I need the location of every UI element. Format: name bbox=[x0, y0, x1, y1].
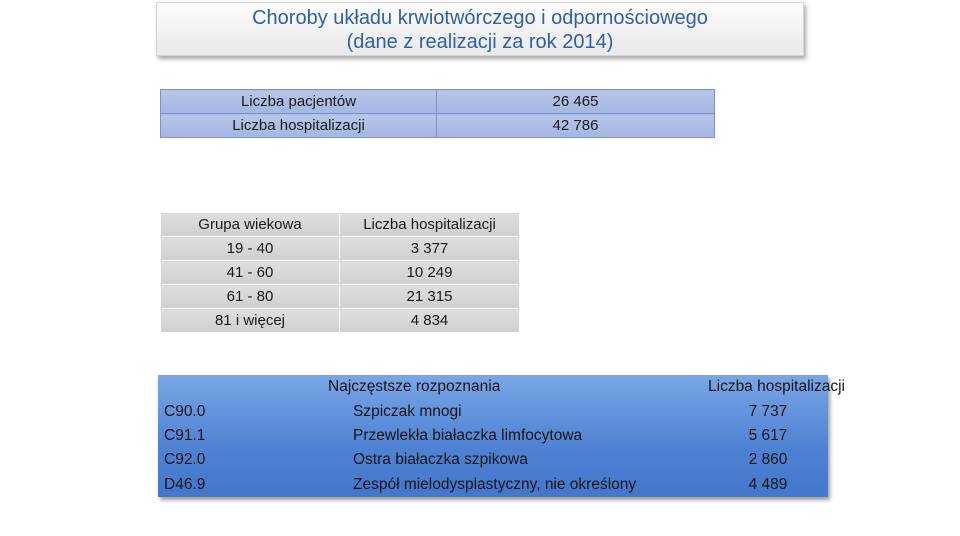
icd-code-cell: C91.1 bbox=[164, 426, 206, 444]
age-group-cell: 81 i więcej bbox=[161, 309, 340, 333]
count-cell: 2 860 bbox=[748, 451, 788, 469]
count-cell: 10 249 bbox=[340, 261, 520, 285]
age-group-cell: 19 - 40 bbox=[161, 237, 340, 261]
age-group-cell: 61 - 80 bbox=[161, 285, 340, 309]
diagnosis-name-cell: Zespół mielodysplastyczny, nie określony bbox=[353, 475, 637, 493]
count-cell: 21 315 bbox=[340, 285, 520, 309]
count-cell: 5 617 bbox=[748, 426, 788, 444]
table-row bbox=[158, 473, 828, 497]
summary-label: Liczba hospitalizacji bbox=[161, 114, 437, 138]
diagnosis-name-cell: Ostra białaczka szpikowa bbox=[353, 451, 528, 469]
diagnosis-name-cell: Szpiczak mnogi bbox=[353, 402, 462, 420]
count-cell: 4 834 bbox=[340, 309, 520, 333]
count-cell: 7 737 bbox=[748, 402, 788, 420]
table-row bbox=[158, 399, 828, 423]
column-header-hospitalizations: Liczba hospitalizacji bbox=[340, 213, 520, 237]
summary-row-hospitalizations bbox=[161, 114, 715, 138]
icd-code-cell: C92.0 bbox=[164, 451, 206, 469]
diagnoses-header-row bbox=[158, 375, 828, 399]
page-title bbox=[156, 2, 804, 56]
column-header-diagnosis: Najczęstsze rozpoznania bbox=[328, 378, 501, 396]
age-header-row bbox=[161, 213, 520, 237]
count-cell: 4 489 bbox=[748, 475, 788, 493]
diagnoses-panel bbox=[158, 375, 845, 497]
diagnoses-table bbox=[158, 375, 845, 497]
summary-label: Liczba pacjentów bbox=[161, 90, 437, 114]
table-row bbox=[158, 424, 828, 448]
age-group-table bbox=[160, 212, 520, 333]
count-cell: 3 377 bbox=[340, 237, 520, 261]
table-row bbox=[158, 448, 828, 472]
column-header-hospitalizations: Liczba hospitalizacji bbox=[708, 378, 845, 396]
summary-value: 26 465 bbox=[437, 90, 715, 114]
table-row bbox=[161, 309, 520, 333]
icd-code-cell: C90.0 bbox=[164, 402, 206, 420]
column-header-age-group: Grupa wiekowa bbox=[161, 213, 340, 237]
diagnosis-name-cell: Przewlekła białaczka limfocytowa bbox=[353, 426, 583, 444]
title-line-1: Choroby układu krwiotwórczego i odpornościowego bbox=[252, 7, 708, 29]
table-row bbox=[161, 237, 520, 261]
table-row bbox=[161, 261, 520, 285]
summary-row-patients bbox=[161, 90, 715, 114]
summary-table bbox=[160, 89, 715, 138]
summary-value: 42 786 bbox=[437, 114, 715, 138]
icd-code-cell: D46.9 bbox=[164, 475, 206, 493]
table-row bbox=[161, 285, 520, 309]
title-line-2: (dane z realizacji za rok 2014) bbox=[346, 31, 614, 53]
age-group-cell: 41 - 60 bbox=[161, 261, 340, 285]
